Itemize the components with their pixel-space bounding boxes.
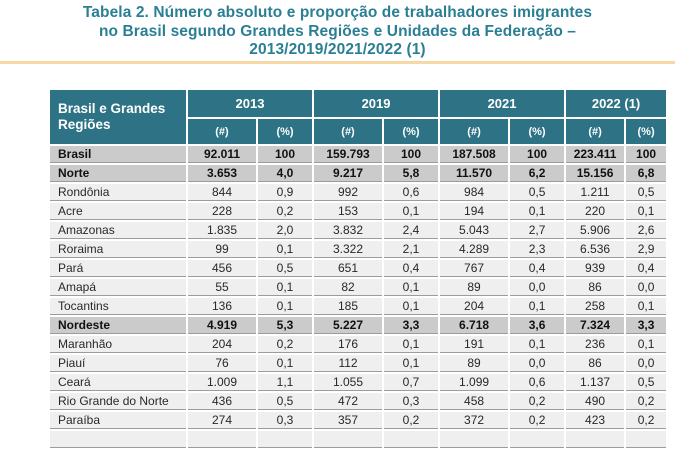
value-cell: 0,1: [510, 298, 564, 315]
clipped-cell: [384, 431, 438, 448]
value-cell: 0,1: [626, 298, 666, 315]
region-cell: Rio Grande do Norte: [50, 393, 186, 410]
value-cell: 5,8: [384, 165, 438, 182]
value-cell: 5.227: [314, 317, 382, 334]
table-header: [50, 90, 666, 144]
value-cell: 0,0: [626, 279, 666, 296]
value-cell: 0,9: [258, 184, 312, 201]
region-cell: Nordeste: [50, 317, 186, 334]
measure-header-cell: (%): [626, 119, 666, 144]
value-cell: 0,7: [384, 374, 438, 391]
table-row: [50, 374, 666, 391]
value-cell: 992: [314, 184, 382, 201]
value-cell: 204: [440, 298, 508, 315]
value-cell: 2,0: [258, 222, 312, 239]
value-cell: 100: [510, 146, 564, 163]
year-header-cell: 2019: [314, 90, 438, 117]
value-cell: 0,2: [510, 412, 564, 429]
table-row: [50, 393, 666, 410]
value-cell: 0,1: [258, 241, 312, 258]
clipped-cell: [440, 431, 508, 448]
value-cell: 176: [314, 336, 382, 353]
table-row: [50, 260, 666, 277]
value-cell: 2,1: [384, 241, 438, 258]
value-cell: 0,5: [626, 184, 666, 201]
table-row: [50, 355, 666, 372]
measure-header-cell: (%): [510, 119, 564, 144]
table-body: [50, 146, 666, 448]
value-cell: 2,3: [510, 241, 564, 258]
value-cell: 472: [314, 393, 382, 410]
clipped-cell: [314, 431, 382, 448]
value-cell: 89: [440, 355, 508, 372]
clipped-cell: [50, 431, 186, 448]
value-cell: 0,6: [510, 374, 564, 391]
corner-header-cell: Brasil e Grandes Regiões: [50, 90, 186, 144]
value-cell: 436: [188, 393, 256, 410]
table-row: [50, 203, 666, 220]
clipped-cell: [510, 431, 564, 448]
value-cell: 185: [314, 298, 382, 315]
value-cell: 0,2: [510, 393, 564, 410]
value-cell: 1.137: [566, 374, 624, 391]
table-row: [50, 222, 666, 239]
value-cell: 0,1: [384, 298, 438, 315]
value-cell: 4.289: [440, 241, 508, 258]
value-cell: 0,5: [626, 374, 666, 391]
value-cell: 2,6: [626, 222, 666, 239]
value-cell: 939: [566, 260, 624, 277]
value-cell: 11.570: [440, 165, 508, 182]
table-row: [50, 279, 666, 296]
value-cell: 0,0: [510, 355, 564, 372]
value-cell: 490: [566, 393, 624, 410]
region-cell: Amazonas: [50, 222, 186, 239]
value-cell: 1.099: [440, 374, 508, 391]
value-cell: 100: [384, 146, 438, 163]
value-cell: 274: [188, 412, 256, 429]
value-cell: 0,1: [510, 336, 564, 353]
value-cell: 15.156: [566, 165, 624, 182]
value-cell: 220: [566, 203, 624, 220]
value-cell: 2,4: [384, 222, 438, 239]
value-cell: 0,5: [258, 260, 312, 277]
value-cell: 0,4: [510, 260, 564, 277]
title-divider-line: [0, 61, 675, 64]
region-cell: Rondônia: [50, 184, 186, 201]
value-cell: 136: [188, 298, 256, 315]
region-cell: Roraima: [50, 241, 186, 258]
value-cell: 1.835: [188, 222, 256, 239]
value-cell: 357: [314, 412, 382, 429]
value-cell: 844: [188, 184, 256, 201]
value-cell: 1,1: [258, 374, 312, 391]
value-cell: 9.217: [314, 165, 382, 182]
clipped-cell: [566, 431, 624, 448]
value-cell: 0,6: [384, 184, 438, 201]
value-cell: 0,5: [510, 184, 564, 201]
value-cell: 6,8: [626, 165, 666, 182]
measure-header-cell: (#): [440, 119, 508, 144]
value-cell: 3.322: [314, 241, 382, 258]
value-cell: 258: [566, 298, 624, 315]
value-cell: 3,3: [626, 317, 666, 334]
value-cell: 4,0: [258, 165, 312, 182]
value-cell: 0,1: [384, 355, 438, 372]
value-cell: 0,1: [384, 203, 438, 220]
value-cell: 159.793: [314, 146, 382, 163]
clipped-cell: [258, 431, 312, 448]
value-cell: 0,1: [258, 355, 312, 372]
value-cell: 984: [440, 184, 508, 201]
value-cell: 372: [440, 412, 508, 429]
table-row: [50, 317, 666, 334]
value-cell: 76: [188, 355, 256, 372]
table-title-line-3: 2013/2019/2021/2022 (1): [249, 41, 426, 58]
year-header-cell: 2022 (1): [566, 90, 666, 117]
value-cell: 0,2: [626, 412, 666, 429]
table-title: [0, 4, 675, 60]
value-cell: 236: [566, 336, 624, 353]
value-cell: 0,4: [384, 260, 438, 277]
value-cell: 0,1: [258, 279, 312, 296]
value-cell: 100: [626, 146, 666, 163]
value-cell: 456: [188, 260, 256, 277]
table-title-line-2: no Brasil segundo Grandes Regiões e Unidades da Federação –: [98, 22, 577, 40]
value-cell: 0,1: [258, 298, 312, 315]
measure-header-cell: (%): [258, 119, 312, 144]
table-row: [50, 412, 666, 429]
value-cell: 458: [440, 393, 508, 410]
value-cell: 3.832: [314, 222, 382, 239]
value-cell: 7.324: [566, 317, 624, 334]
table-row: [50, 336, 666, 353]
value-cell: 0,2: [258, 336, 312, 353]
value-cell: 228: [188, 203, 256, 220]
value-cell: 0,2: [258, 203, 312, 220]
value-cell: 0,1: [384, 279, 438, 296]
value-cell: 153: [314, 203, 382, 220]
value-cell: 86: [566, 279, 624, 296]
value-cell: 99: [188, 241, 256, 258]
value-cell: 1.211: [566, 184, 624, 201]
table-row: [50, 298, 666, 315]
measure-header-cell: (%): [384, 119, 438, 144]
value-cell: 55: [188, 279, 256, 296]
region-cell: Amapá: [50, 279, 186, 296]
region-cell: Norte: [50, 165, 186, 182]
clipped-cell: [188, 431, 256, 448]
value-cell: 0,5: [258, 393, 312, 410]
region-cell: Maranhão: [50, 336, 186, 353]
value-cell: 0,0: [510, 279, 564, 296]
value-cell: 82: [314, 279, 382, 296]
value-cell: 3,3: [384, 317, 438, 334]
value-cell: 187.508: [440, 146, 508, 163]
value-cell: 223.411: [566, 146, 624, 163]
value-cell: 92.011: [188, 146, 256, 163]
measure-header-cell: (#): [314, 119, 382, 144]
value-cell: 191: [440, 336, 508, 353]
value-cell: 5.906: [566, 222, 624, 239]
value-cell: 0,3: [384, 393, 438, 410]
value-cell: 86: [566, 355, 624, 372]
value-cell: 0,1: [384, 336, 438, 353]
value-cell: 2,9: [626, 241, 666, 258]
table-title-line-1: Tabela 2. Número absoluto e proporção de trabalhadores imigrantes: [82, 4, 593, 21]
clipped-row: [50, 431, 666, 448]
value-cell: 651: [314, 260, 382, 277]
value-cell: 0,1: [626, 203, 666, 220]
value-cell: 112: [314, 355, 382, 372]
value-cell: 0,0: [626, 355, 666, 372]
value-cell: 3,6: [510, 317, 564, 334]
value-cell: 2,7: [510, 222, 564, 239]
value-cell: 0,1: [626, 336, 666, 353]
table-row: [50, 184, 666, 201]
measure-header-cell: (#): [188, 119, 256, 144]
value-cell: 0,3: [258, 412, 312, 429]
table-row: [50, 146, 666, 163]
region-cell: Pará: [50, 260, 186, 277]
value-cell: 0,2: [626, 393, 666, 410]
year-header-cell: 2021: [440, 90, 564, 117]
value-cell: 0,1: [510, 203, 564, 220]
table-row: [50, 241, 666, 258]
clipped-cell: [626, 431, 666, 448]
value-cell: 4.919: [188, 317, 256, 334]
value-cell: 6.536: [566, 241, 624, 258]
value-cell: 100: [258, 146, 312, 163]
value-cell: 6.718: [440, 317, 508, 334]
value-cell: 6,2: [510, 165, 564, 182]
value-cell: 5,3: [258, 317, 312, 334]
value-cell: 3.653: [188, 165, 256, 182]
region-cell: Paraíba: [50, 412, 186, 429]
value-cell: 1.055: [314, 374, 382, 391]
region-cell: Piauí: [50, 355, 186, 372]
value-cell: 1.009: [188, 374, 256, 391]
year-header-row: [50, 90, 666, 117]
immigrant-workers-table: [48, 88, 668, 450]
region-cell: Tocantins: [50, 298, 186, 315]
table-row: [50, 165, 666, 182]
value-cell: 0,2: [384, 412, 438, 429]
measure-header-cell: (#): [566, 119, 624, 144]
value-cell: 204: [188, 336, 256, 353]
region-cell: Brasil: [50, 146, 186, 163]
value-cell: 194: [440, 203, 508, 220]
value-cell: 89: [440, 279, 508, 296]
value-cell: 5.043: [440, 222, 508, 239]
region-cell: Acre: [50, 203, 186, 220]
value-cell: 767: [440, 260, 508, 277]
value-cell: 0,4: [626, 260, 666, 277]
year-header-cell: 2013: [188, 90, 312, 117]
region-cell: Ceará: [50, 374, 186, 391]
value-cell: 423: [566, 412, 624, 429]
